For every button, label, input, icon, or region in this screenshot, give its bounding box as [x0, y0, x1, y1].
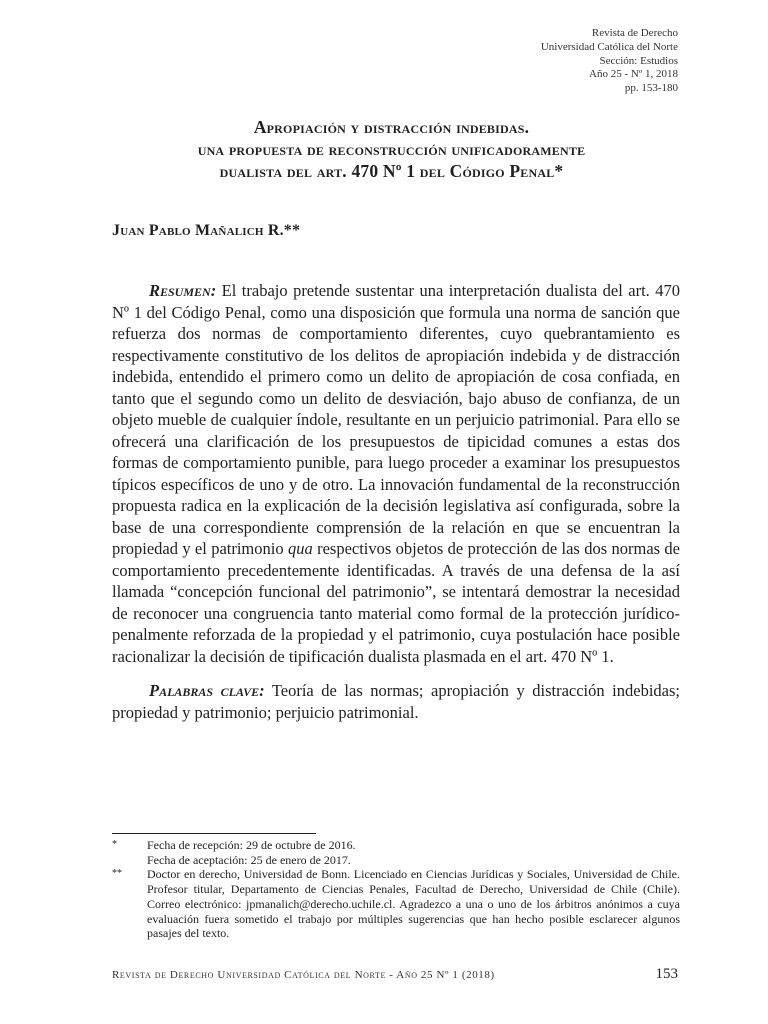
footnote-divider: [112, 833, 316, 834]
footnote-text: [147, 867, 680, 941]
title-line-1: Apropiación y distracción indebidas.: [253, 117, 530, 137]
footnote-mark: **: [112, 868, 122, 880]
footnote: [112, 838, 680, 867]
running-footer: [112, 966, 678, 983]
abstract-qua: qua: [287, 539, 313, 558]
footer-journal: Revista de Derecho Universidad Católica del Norte - Año 25 Nº 1 (2018): [112, 969, 495, 981]
footnote-mark: *: [112, 839, 117, 850]
abstract-text-part-1: El trabajo pretende sustentar una interpretación dualista del art. 470 Nº 1 del Código Penal, como una disposición que formula una norma de sanción que refuerza dos normas de comportamiento diferentes, cuyo quebrantamiento es respectivamente constitutivo de los delitos de apropiación indebida y de distracción indebida, entendido el primero como un delito de apropiación de cosa confiada, en tanto que el segundo como un delito de desviación, bajo abuso de confianza, de un objeto mueble de cualquier índole, resultante en un perjuicio patrimonial. Para ello se ofrecerá una clarificación de los presupuestos de tipicidad comunes a estas dos formas de comportamiento punible, para luego proceder a examinar los presupuestos típicos específicos de uno y de otro. La innovación fundamental de la reconstrucción propuesta radica en la explicación de la decisión legislativa así configurada, sobre la base de una correspondiente comprensión de la relación en que se encuentran la propiedad y el patrimonio: [112, 281, 680, 558]
header-journal: Revista de Derecho: [591, 27, 678, 39]
keywords-paragraph: [112, 680, 680, 723]
footnote-text: [147, 838, 680, 867]
abstract-section: [112, 280, 680, 723]
footnote-line: Doctor en derecho, Universidad de Bonn. Licenciado en Ciencias Jurídicas y Sociales, Universidad de Chile. Profesor titular, Departamento de Ciencias Penales, Facultad de Derecho, Universidad de Chile (Chile). Correo electrónico: jpmanalich@derecho.uchile.cl. Agradezco a una o uno de los árbitros anónimos a cuya evaluación fuera sometido el trabajo por múltiples sugerencias que han hecho posible esclarecer algunos pasajes del texto.: [147, 867, 680, 941]
footnote: [112, 867, 680, 941]
abstract-paragraph: [112, 280, 680, 667]
title-line-3: dualista del art. 470 Nº 1 del Código Penal*: [219, 161, 564, 181]
header-university: Universidad Católica del Norte: [540, 40, 678, 53]
title-line-2: una propuesta de reconstrucción unificadoramente: [197, 139, 586, 159]
header-pages: pp. 153-180: [624, 82, 678, 95]
page-number: 153: [655, 966, 678, 982]
keywords-label: Palabras clave:: [149, 681, 265, 700]
footnotes: [112, 838, 680, 941]
header-section: Sección: Estudios: [599, 54, 678, 67]
footnote-line: Fecha de aceptación: 25 de enero de 2017.: [147, 852, 351, 867]
footnote-line: Fecha de recepción: 29 de octubre de 2016.: [147, 838, 356, 852]
header-issue: Año 25 - Nº 1, 2018: [589, 68, 678, 81]
keywords-text: Teoría de las normas; apropiación y distracción indebidas; propiedad y patrimonio; perjuicio patrimonial.: [112, 681, 680, 722]
running-header: [541, 27, 678, 96]
abstract-label: Resumen:: [149, 281, 217, 300]
abstract-text-part-2: respectivos objetos de protección de las dos normas de comportamiento precedentemente identificadas. A través de una defensa de la así llamada “concepción funcional del patrimonio”, se intentará demostrar la necesidad de reconocer una congruencia tanto material como formal de la protección jurídico-penalmente reforzada de la propiedad y el patrimonio, cuya postulación hace posible racionalizar la decisión de tipificación dualista plasmada en el art. 470 Nº 1.: [112, 539, 680, 666]
article-title: [105, 116, 678, 182]
author-name: Juan Pablo Mañalich R.**: [112, 222, 301, 239]
